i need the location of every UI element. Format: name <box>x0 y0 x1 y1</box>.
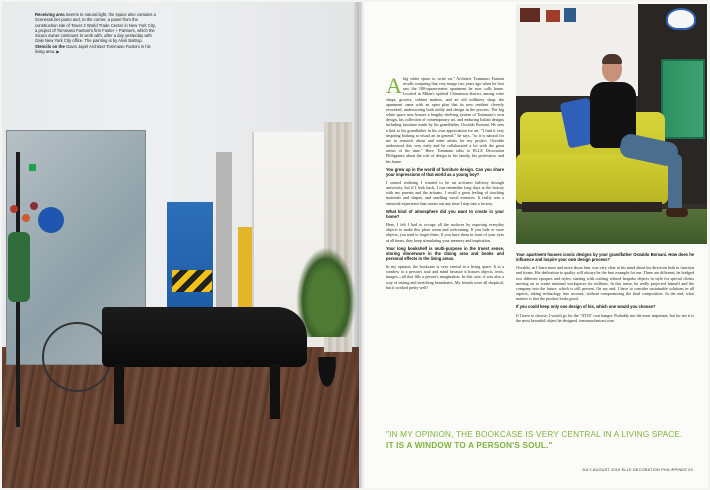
sofa-base <box>522 202 662 212</box>
shoe <box>666 208 688 217</box>
coat-hook <box>22 214 30 222</box>
man-shin <box>668 154 682 212</box>
magazine-spread <box>2 2 708 488</box>
caption-lead-label: Receiving area <box>35 12 65 17</box>
piano-leg <box>270 364 280 419</box>
intro-text: big white space to write on." Architect Tommaso Fantoni recalls conjuring that very image two years ago when he first saw the 180-square-meter apartment he now calls home. Located in Milan's spirited Chinatown district, among wine shops, grocers, cabinet makers, and an old millinery shop, the apartment came with an open plan that its new resident cleverly reworked, underscoring both utility and design in the process. The big white space now houses a lengthy shelving system of Tommaso's own design, his collection of contemporary art, and enduring Italian designs including furniture made by his grandfather, Osvaldo Borsani. He sees a link to his grandfather in his own appreciation for art. "I find it very inspiring looking at visual art in general," he says, "so it is natural for me to research about and meet artists for my project. Osvaldo understood this very early and he collaborated a lot with the great artists of his time." Here, Tommaso talks to ELLE Decoration Philippines about the role of design in his family, his profession, and his home. <box>386 76 504 164</box>
article-column-right <box>516 252 694 326</box>
circle-artwork <box>666 8 696 30</box>
question-2: What kind of atmosphere did you want to create in your home? <box>386 208 504 219</box>
blue-hat <box>38 207 64 233</box>
drop-cap: A <box>386 73 402 98</box>
caption-lead-text: Seems to natural light, the space also contains a Scenerab ber piano and, to the corner, a panel from the construction site of Tower 2 World Trade Center in New York City, a project of Tommaso Fantoni's firm Foster + Partners, which the Sicuro owner continues to work with, after a day yesterday with Gale New York City office. The painting is by Alvin Baltrop. <box>35 12 156 44</box>
answer-3: In my opinion, the bookcase is very central in a living space. It is a window to a person's soul and mind because it houses objects, texts, images—all that fills a person's imagination. In this case, it was also a way of testing and stretching boundaries. My friends were all skeptical, but it worked pretty well! <box>386 264 504 290</box>
pull-quote-line-1: "IN MY OPINION, THE BOOKCASE IS VERY CENTRAL IN A LIVING SPACE. <box>386 430 683 439</box>
intro-paragraph <box>386 73 504 164</box>
left-page-photo <box>2 2 359 488</box>
answer-2: Here, I felt I had to occupy all the surfaces by exposing everyday objects to make this place warm and welcoming. If you hide or store objects, you tend to forget them. If you have them in front of your eyes at all times, they keep stimulating your memory and inspiration. <box>386 222 504 243</box>
right-page <box>364 2 708 488</box>
pull-quote <box>386 430 686 451</box>
answer-4: Osvaldo, as I learn more and more about him, was very clear in his mind about his direction both in function and forms. His dedication to quality will always be the best example for me. Three are different; he bridged two different epoques and styles, starting with crafting refined bespoke objects in style for special clients moving on to create minimal workspaces for millions. In this sense, he really projected himself and the company into the future, which is still present. On my end, I have to consider sustainable solutions in all aspects, taking technology into account, without compromising the final composition. In the end, what matters is that the product looks good. <box>516 265 694 302</box>
photo-caption <box>35 12 157 54</box>
portrait-photo <box>516 4 707 244</box>
framed-art <box>546 10 560 22</box>
striped-panel <box>172 270 212 292</box>
framed-art <box>520 8 540 22</box>
question-4: Your apartment houses iconic designs by your grandfather Osvaldo Borsani. How does he influence and inspire your own design process? <box>516 252 694 263</box>
piano-stool <box>307 357 347 417</box>
question-3: Your long bookshelf is multi-purpose in the truest sense, storing dinnerware in the dining area and books and personal effects in the living areas. <box>386 245 504 261</box>
blue-painting <box>167 202 213 322</box>
coat-hook <box>30 202 38 210</box>
caption-second-text: Gavin Japel Architect Tommaso Fantoni in his living area. ▶ <box>35 43 151 55</box>
question-1: You grew up in the world of furniture design. Can you share your impressions of that world as a young boy? <box>386 166 504 177</box>
green-marker <box>29 164 36 171</box>
green-cabinet <box>661 59 705 139</box>
piano-leg <box>114 364 124 424</box>
grand-piano <box>102 307 307 367</box>
article-column-left <box>386 73 504 293</box>
framed-art <box>564 8 576 22</box>
answer-1: I started realizing I wanted to be an architect halfway through university, but if I look back, I can remember long days at the factory with my parents and the artisans. I recall a great feeling of touching materials and shapes, and smelling wood essences. It really was a sensorial experience that comes out any time I step into a factory. <box>386 179 504 206</box>
green-coat <box>8 232 30 302</box>
pull-quote-line-2: IT IS A WINDOW TO A PERSON'S SOUL." <box>386 440 553 450</box>
potted-plant <box>296 247 356 337</box>
caption-second-label: Stencils on the <box>35 43 65 49</box>
question-5: If you could keep only one design of his, which one would you choose? <box>516 304 656 310</box>
page-folio: JULY-AUGUST 2019 ELLE DECORATION PHILIPPINES 29 <box>582 468 693 472</box>
coat-hook <box>10 205 18 213</box>
man-hair <box>602 54 622 64</box>
answer-5: If I have to choose, I would go for the "AT16" coat hanger. Probably not the most important, but for me it is the most beautiful object he designed. tommasofantoni.com <box>516 312 694 323</box>
